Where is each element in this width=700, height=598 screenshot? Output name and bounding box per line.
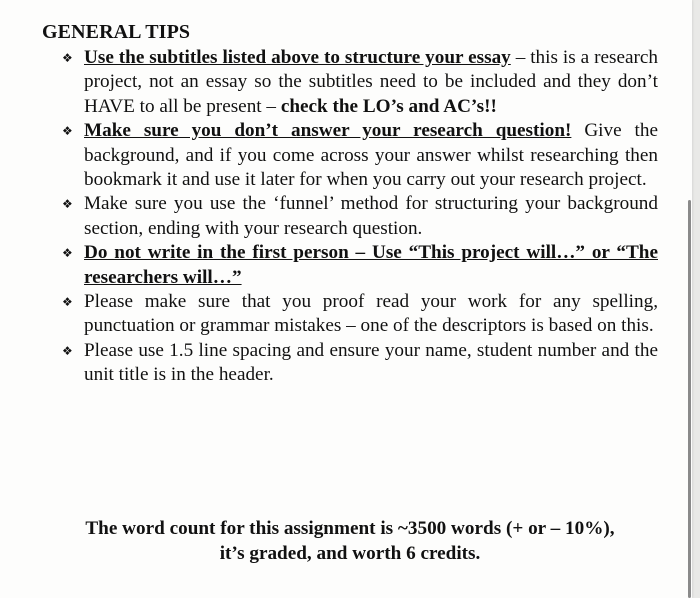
tip-item	[62, 119, 658, 192]
section-heading: GENERAL TIPS	[42, 21, 191, 43]
tip-text: – this is a research project, not an essay so the subtitles need to be included and they don’t HAVE to all be present –	[84, 47, 658, 117]
diamond-bullet-icon: ❖	[62, 197, 73, 212]
tips-list	[62, 46, 658, 388]
tip-item	[62, 241, 658, 290]
diamond-bullet-icon: ❖	[62, 246, 73, 261]
word-count-line: The word count for this assignment is ~3500 words (+ or – 10%),	[85, 518, 615, 539]
word-count-notice	[40, 516, 660, 566]
tip-bold-text: check the LO’s and AC’s!!	[280, 95, 497, 117]
tip-text: Give the background, and if you come across your answer whilst researching then bookmark it and use it later for when you carry out your research project.	[84, 120, 658, 191]
tip-item	[62, 192, 658, 241]
tip-underlined-text: Make sure you don’t answer your research question!	[84, 120, 572, 142]
tip-text: Please use 1.5 line spacing and ensure your name, student number and the unit title is in the header.	[84, 339, 658, 386]
tip-underlined-text: Use the subtitles listed above to structure your essay	[84, 47, 511, 68]
tip-underlined-text: Do not write in the first person – Use “This project will…” or “The researchers will…”	[84, 242, 658, 288]
tip-item	[62, 339, 658, 388]
vertical-scrollbar[interactable]	[688, 200, 691, 598]
tip-text: Please make sure that you proof read your work for any spelling, punctuation or grammar mistakes – one of the descriptors is based on this.	[84, 291, 658, 337]
grading-line: it’s graded, and worth 6 credits.	[219, 543, 481, 564]
tip-text: Make sure you use the ‘funnel’ method for structuring your background section, ending with your research question.	[84, 193, 658, 239]
tip-item	[62, 46, 658, 119]
diamond-bullet-icon: ❖	[62, 343, 73, 358]
diamond-bullet-icon: ❖	[62, 51, 73, 65]
diamond-bullet-icon: ❖	[62, 295, 73, 310]
diamond-bullet-icon: ❖	[62, 124, 73, 139]
tip-item	[62, 290, 658, 339]
